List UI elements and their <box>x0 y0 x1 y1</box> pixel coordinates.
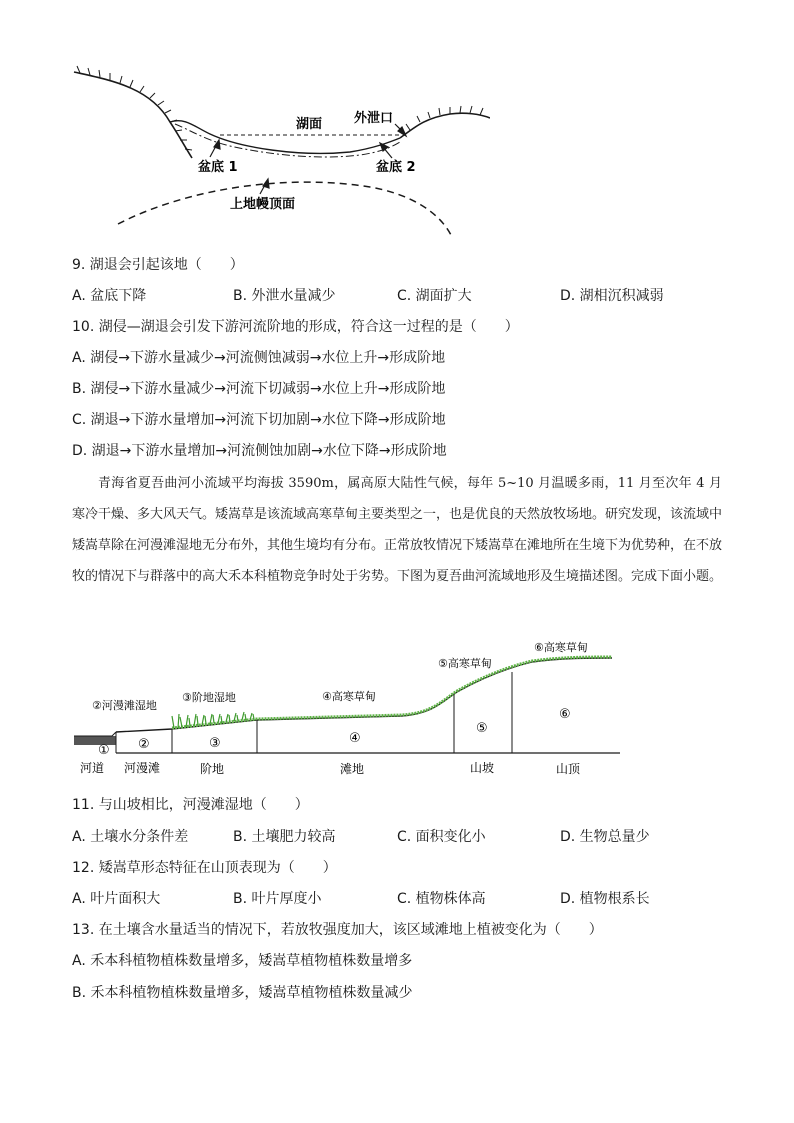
q9-option-c: C. 湖面扩大 <box>397 288 472 304</box>
q11-option-d: D. 生物总量少 <box>560 829 650 845</box>
reading-passage <box>72 468 722 592</box>
label-meadow-6: ⑥高寒草甸 <box>534 641 588 654</box>
q12-option-c: C. 植物株体高 <box>397 891 486 907</box>
grass-strip <box>172 657 612 728</box>
q11-option-b: B. 土壤肥力较高 <box>233 829 336 845</box>
zone-number-2: ② <box>138 737 150 752</box>
q13-option-a: A. 禾本科植物植株数量增多，矮嵩草植物植株数量增多 <box>72 953 413 969</box>
q10-option-d: D. 湖退→下游水量增加→河流侧蚀加剧→水位下降→形成阶地 <box>72 443 447 459</box>
lake-basin-diagram <box>70 62 490 242</box>
zone-dividers <box>116 672 512 753</box>
q10-option-c: C. 湖退→下游水量增加→河流下切加剧→水位下降→形成阶地 <box>72 412 446 428</box>
river-channel <box>74 736 116 745</box>
q12-option-b: B. 叶片厚度小 <box>233 891 322 907</box>
lake-surface-label: 湖面 <box>296 117 323 132</box>
outlet-arrow <box>395 124 406 136</box>
q12-stem: 12. 矮嵩草形态特征在山顶表现为（ ） <box>72 860 337 876</box>
q13-option-b: B. 禾本科植物植株数量增多，矮嵩草植物植株数量减少 <box>72 985 413 1001</box>
zone-number-6: ⑥ <box>559 707 571 722</box>
bottom-label-floodplain: 河漫滩 <box>124 761 161 775</box>
label-terrace-wetland: ③阶地湿地 <box>182 691 236 704</box>
passage-text: 青海省夏吾曲河小流域平均海拔 3590m，属高原大陆性气候，每年 5~10 月温暖多雨，11 月至次年 4 月寒冷干燥、多大风天气。矮嵩草是该流域高寒草甸主要类型之一，也是优良的天然放牧场地。研究发现，该流域中矮嵩草除在河漫滩湿地无分布外，其他生境均有分布。正常放牧情况下矮嵩草在滩地所在生境下为优势种，在不放牧的情况下与群落中的高大禾本科植物竞争时处于劣势。下图为夏吾曲河流域地形及生境描述图。完成下面小题。 <box>72 476 723 584</box>
left-bank-hatching <box>77 66 192 150</box>
q11-option-c: C. 面积变化小 <box>397 829 486 845</box>
dome-top-label: 上地幔顶面 <box>230 197 296 212</box>
left-bank-line <box>74 72 192 158</box>
q13-stem: 13. 在土壤含水量适当的情况下，若放牧强度加大，该区域滩地上植被变化为（ ） <box>72 922 603 938</box>
dome-arrow <box>260 179 269 194</box>
bottom-label-terrace: 阶地 <box>200 762 225 776</box>
q12-option-d: D. 植物根系长 <box>560 891 650 907</box>
basin1-arrow <box>210 140 220 157</box>
q10-option-a: A. 湖侵→下游水量减少→河流侧蚀减弱→水位上升→形成阶地 <box>72 350 446 366</box>
q11-stem: 11. 与山坡相比，河漫滩湿地（ ） <box>72 797 309 813</box>
q10-option-b: B. 湖侵→下游水量减少→河流下切减弱→水位上升→形成阶地 <box>72 381 446 397</box>
basin1-label: 盆底 1 <box>198 160 238 175</box>
zone-number-3: ③ <box>209 736 221 751</box>
basin2-label: 盆底 2 <box>376 160 416 175</box>
q10-stem: 10. 湖侵—湖退会引发下游河流阶地的形成，符合这一过程的是（ ） <box>72 319 519 335</box>
outlet-label: 外泄口 <box>354 111 394 126</box>
label-floodplain-wetland: ②河漫滩湿地 <box>92 699 157 712</box>
bottom-label-river: 河道 <box>80 761 105 775</box>
bottom-label-flatland: 滩地 <box>340 762 365 776</box>
zone-number-4: ④ <box>349 731 361 746</box>
q9-option-d: D. 湖相沉积减弱 <box>560 288 664 304</box>
label-meadow-5: ⑤高寒草甸 <box>438 657 492 670</box>
label-meadow-4: ④高寒草甸 <box>322 690 376 703</box>
q9-option-b: B. 外泄水量减少 <box>233 288 336 304</box>
river-bank <box>74 732 116 736</box>
q12-option-a: A. 叶片面积大 <box>72 891 161 907</box>
q9-option-a: A. 盆底下降 <box>72 288 147 304</box>
q9-stem: 9. 湖退会引起该地（ ） <box>72 257 244 273</box>
bottom-label-summit: 山顶 <box>556 762 581 776</box>
q11-option-a: A. 土壤水分条件差 <box>72 829 189 845</box>
right-bank-line <box>400 113 490 138</box>
bottom-label-slope: 山坡 <box>470 761 495 775</box>
zone-number-1: ① <box>98 743 110 758</box>
zone-number-5: ⑤ <box>476 721 488 736</box>
terrain-habitat-diagram <box>72 632 632 782</box>
